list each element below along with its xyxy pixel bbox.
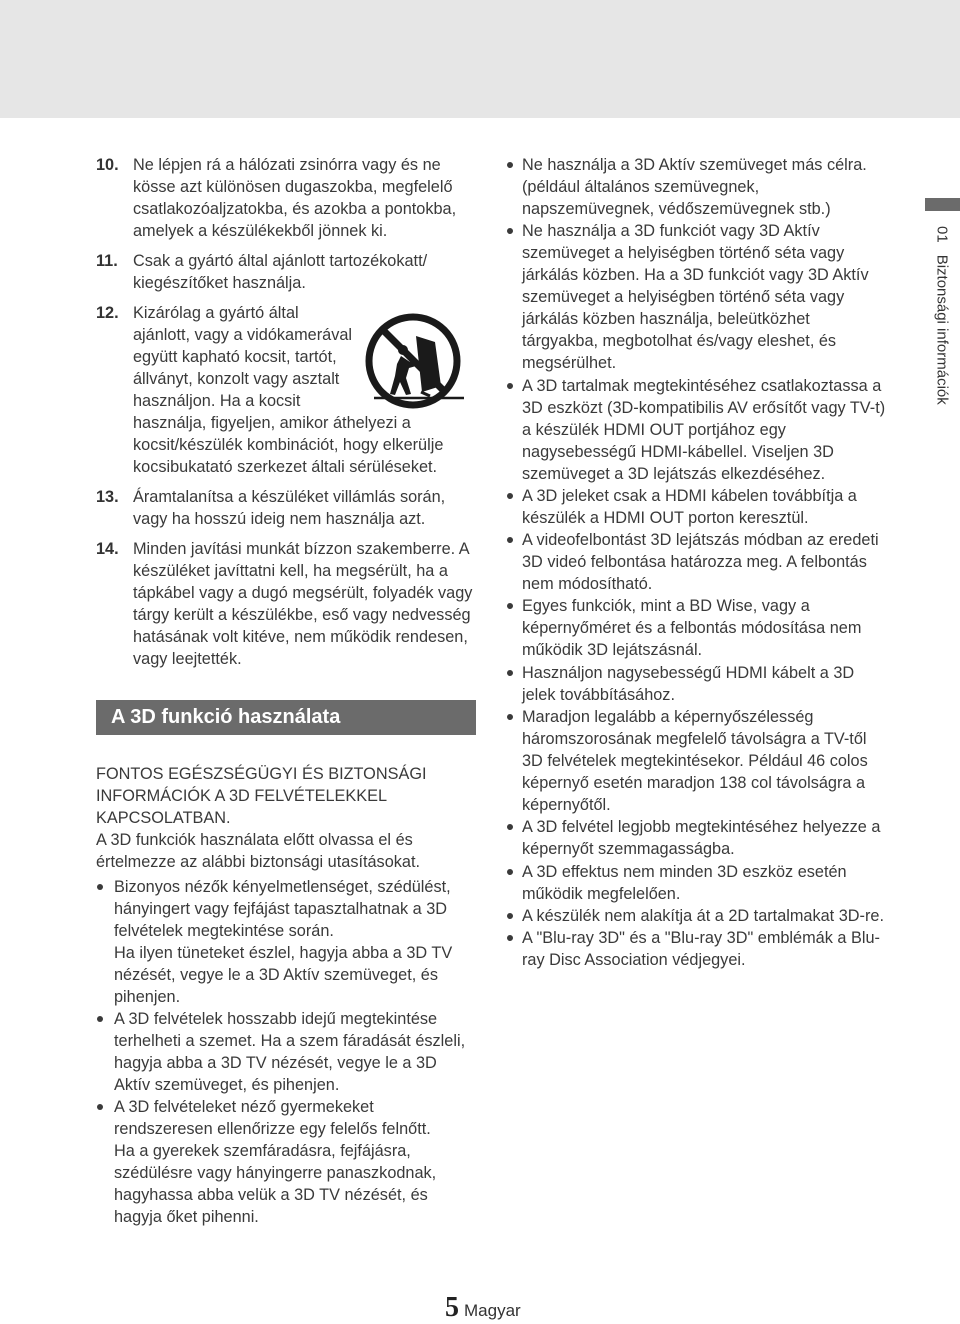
page-footer [445,1292,521,1324]
left-column [96,154,476,1228]
list-item [507,905,887,927]
item-number: 11. [96,252,118,270]
bullet-extra-text: Ha ilyen tüneteket észlel, hagyja abba a 3D TV nézését, vegye le a 3D Aktív szemüveget, és pihenjen. [114,944,453,1006]
bullet-text: A 3D tartalmak megtekintéséhez csatlakoztassa a 3D eszközt (3D-kompatibilis AV erősítőt vagy TV-t) a készülék HDMI OUT portjához egy nagysebességű HDMI-kábellel. Viseljen 3D szemüveget a 3D lejátszás elkezdéséhez. [522,376,886,483]
item-text: Minden javítási munkát bízzon szakemberre. A készüléket javíttatni kell, ha megsérült, ha a tápkábel vagy a dugó megsérült, folyadék vagy tárgy került a készülékbe, eső vagy nedvesség hatásának volt kitéve, nem működik rendesen, vagy leejtették. [133,540,473,668]
bullet-text: A "Blu-ray 3D" és a "Blu-ray 3D" emblémák a Blu-ray Disc Association védjegyei. [522,929,880,970]
top-band [0,0,960,118]
chapter-number: 01 [933,226,951,243]
chapter-side-label [934,226,951,405]
item-number: 12. [96,304,119,322]
bullet-text: A 3D felvételeket néző gyermekeket rendszeresen ellenőrizze egy felelős felnőtt. [114,1098,431,1138]
usage-bullet-list [507,154,887,971]
list-item [507,595,887,661]
list-item [96,1008,476,1096]
bullet-text: A 3D felvétel legjobb megtekintéséhez helyezze a képernyőt szemmagasságba. [522,818,881,859]
list-item [507,485,887,529]
bullet-text: A videofelbontást 3D lejátszás módban az eredeti 3D videó felbontása határozza meg. A felbontás nem módosítható. [522,531,879,594]
bullet-text: Használjon nagysebességű HDMI kábelt a 3D jelek továbbításához. [522,663,855,704]
item-number: 13. [96,488,119,506]
item-text: Kizárólag a gyártó által ajánlott, vagy a vidókamerával együtt kapható kocsit, tartót, állványt, konzolt vagy asztalt használjon. Ha a kocsit használja, figyeljen, amikor áthelyezi a kocsit/készülék kombinációt, hogy elkerülje kocsibukatató szerkezet általi sérüléseket. [133,304,444,476]
health-bullet-list [96,876,476,1228]
item-text: Csak a gyártó által ajánlott tartozékokatt/ kiegészítőket használja. [133,252,428,292]
list-item [507,220,887,374]
intro-caps: FONTOS EGÉSZSÉGÜGYI ÉS BIZTONSÁGI INFORMÁCIÓK A 3D FELVÉTELEKKEL KAPCSOLATBAN. [96,765,427,827]
intro-text: A 3D funkciók használata előtt olvassa el és értelmezze az alábbi biztonsági utasításokat. [96,831,420,871]
right-column [507,154,887,972]
list-item [507,529,887,595]
safety-item-13 [96,486,476,530]
section-heading: A 3D funkció használata [96,700,476,735]
item-number: 14. [96,540,119,558]
safety-item-14 [96,538,476,670]
bullet-text: A 3D jeleket csak a HDMI kábelen továbbítja a készülék a HDMI OUT porton keresztül. [522,486,857,527]
item-text: Áramtalanítsa a készüléket villámlás során, vagy ha hosszú ideig nem használja azt. [133,488,446,528]
list-item [96,876,476,1008]
bullet-extra-text: Ha a gyerekek szemfáradásra, fejfájásra, szédülésre vagy hányingerre panaszkodnak, hagyhassa abba velük a 3D TV nézését, és hagyja őket pihenni. [114,1142,437,1226]
bullet-text: A 3D effektus nem minden 3D eszköz esetén működik megfelelően. [522,862,847,903]
chapter-title: Biztonsági információk [933,254,951,405]
safety-item-11 [96,250,476,294]
list-item [507,927,887,971]
list-item [507,816,887,860]
bullet-text: Ne használja a 3D funkciót vagy 3D Aktív szemüveget a helyiségben történő séta vagy járkálás közben. Ha a 3D funkciót vagy 3D Aktív szemüveget a helyiségben történő séta vagy járkálás közben használja, beleütközhet tárgyakba, megbotolhat és/vagy eleshet, és megsérülhet. [522,222,869,373]
safety-item-12 [96,302,476,478]
list-item [507,662,887,706]
cart-tipover-warning-icon [364,312,466,410]
chapter-tab-marker [925,198,960,211]
bullet-text: Ne használja a 3D Aktív szemüveget más célra. (például általános szemüvegnek, napszemüvegnek, védőszemüvegnek stb.) [522,156,867,218]
footer-language: Magyar [464,1301,521,1320]
list-item [507,375,887,485]
safety-item-10 [96,154,476,242]
bullet-text: Egyes funkciók, mint a BD Wise, vagy a képernyőméret és a felbontás módosítása nem működik 3D lejátszásnál. [522,597,862,660]
bullet-text: A 3D felvételek hosszabb idejű megtekintése terhelheti a szemet. Ha a szem fáradását észleli, hagyja abba a 3D TV nézését, vegye le a 3D Aktív szemüveget, és pihenjen. [114,1010,466,1094]
item-text: Ne lépjen rá a hálózati zsinórra vagy és ne kösse azt különösen dugaszokba, megfelelő csatlakozóaljzatokba, és azokba a pontokba, amelyek a készülékekből jönnek ki. [133,156,457,240]
section-intro [96,763,476,873]
page-number: 5 [445,1292,459,1323]
list-item [507,861,887,905]
item-number: 10. [96,156,119,174]
list-item [96,1096,476,1228]
list-item [507,154,887,220]
list-item [507,706,887,816]
bullet-text: A készülék nem alakítja át a 2D tartalmakat 3D-re. [522,906,884,925]
bullet-text: Maradjon legalább a képernyőszélesség háromszorosának megfelelő távolságra a TV-től 3D felvételek megtekintésekor. Például 46 colos képernyő esetén maradjon 138 col távolságra a képernyőtől. [522,708,868,815]
bullet-text: Bizonyos nézők kényelmetlenséget, szédülést, hányingert vagy fejfájást tapasztalhatnak a 3D felvételek megtekintése során. [114,878,451,940]
